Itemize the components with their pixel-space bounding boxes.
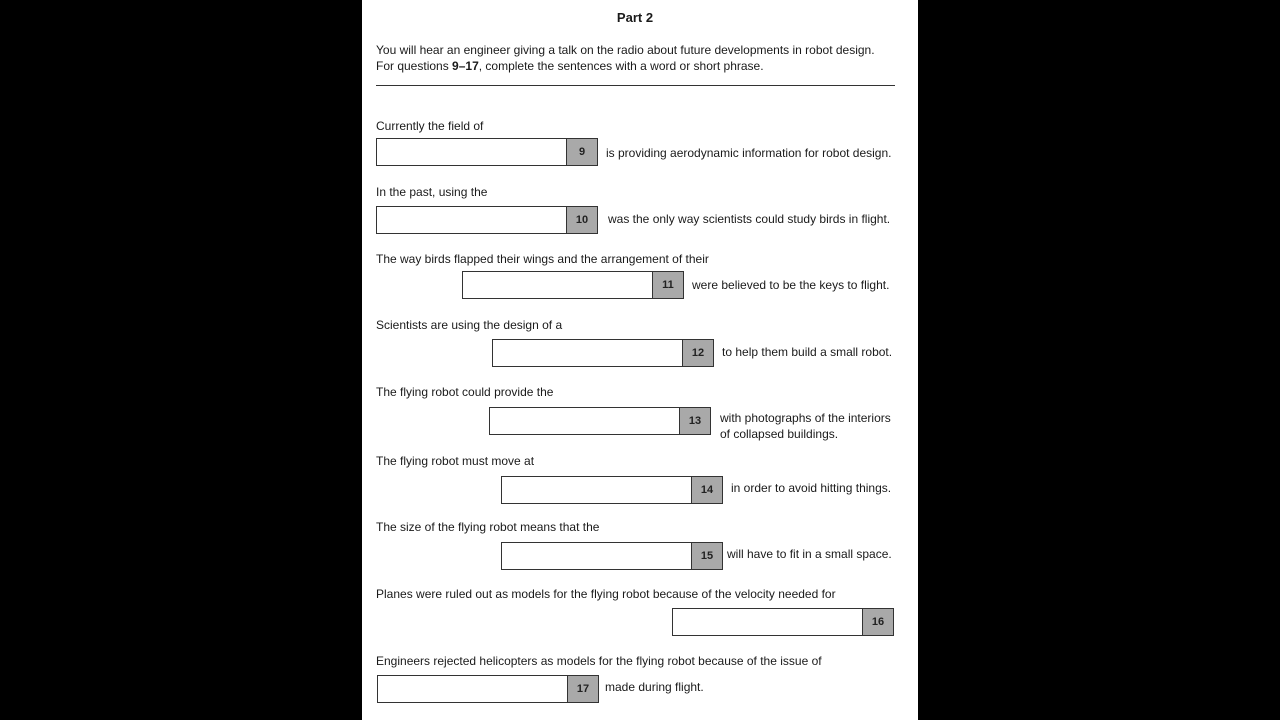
question-11-prompt: The way birds flapped their wings and the arrangement of their xyxy=(376,252,709,266)
question-number-12: 12 xyxy=(682,340,713,366)
answer-box-15[interactable] xyxy=(501,542,723,570)
question-9-continuation: is providing aerodynamic information for robot design. xyxy=(606,146,892,160)
exam-page xyxy=(362,0,918,720)
instructions-line-2: For questions 9–17, complete the sentences with a word or short phrase. xyxy=(376,59,764,73)
question-10-continuation: was the only way scientists could study birds in flight. xyxy=(608,212,891,226)
answer-box-11[interactable] xyxy=(462,271,684,299)
question-10-prompt: In the past, using the xyxy=(376,185,488,199)
question-16-prompt: Planes were ruled out as models for the flying robot because of the velocity needed for xyxy=(376,587,836,601)
answer-box-9[interactable] xyxy=(376,138,598,166)
answer-box-13[interactable] xyxy=(489,407,711,435)
answer-box-12[interactable] xyxy=(492,339,714,367)
question-13-prompt: The flying robot could provide the xyxy=(376,385,554,399)
answer-box-10[interactable] xyxy=(376,206,598,234)
question-15-prompt: The size of the flying robot means that the xyxy=(376,520,600,534)
question-15-continuation: will have to fit in a small space. xyxy=(727,547,892,561)
answer-box-17[interactable] xyxy=(377,675,599,703)
instructions-line-1: You will hear an engineer giving a talk on the radio about future developments in robot design. xyxy=(376,43,875,57)
question-17-continuation: made during flight. xyxy=(605,680,704,694)
question-14-continuation: in order to avoid hitting things. xyxy=(731,481,892,495)
part-title: Part 2 xyxy=(616,10,654,25)
question-number-15: 15 xyxy=(691,543,722,569)
question-17-prompt: Engineers rejected helicopters as models for the flying robot because of the issue of xyxy=(376,654,822,668)
question-number-10: 10 xyxy=(566,207,597,233)
question-12-continuation: to help them build a small robot. xyxy=(722,345,893,359)
question-13-continuation-line-2: of collapsed buildings. xyxy=(720,427,839,441)
question-number-11: 11 xyxy=(652,272,683,298)
divider xyxy=(376,85,895,86)
question-number-9: 9 xyxy=(566,139,597,165)
question-number-14: 14 xyxy=(691,477,722,503)
question-number-13: 13 xyxy=(679,408,710,434)
question-13-continuation xyxy=(720,410,891,442)
answer-box-14[interactable] xyxy=(501,476,723,504)
question-number-17: 17 xyxy=(567,676,598,702)
answer-box-16[interactable] xyxy=(672,608,894,636)
question-9-prompt: Currently the field of xyxy=(376,119,484,133)
question-14-prompt: The flying robot must move at xyxy=(376,454,535,468)
question-range: 9–17 xyxy=(452,59,479,73)
question-number-16: 16 xyxy=(862,609,893,635)
question-12-prompt: Scientists are using the design of a xyxy=(376,318,563,332)
question-11-continuation: were believed to be the keys to flight. xyxy=(692,278,890,292)
instructions xyxy=(376,42,902,74)
question-13-continuation-line-1: with photographs of the interiors xyxy=(720,411,891,425)
